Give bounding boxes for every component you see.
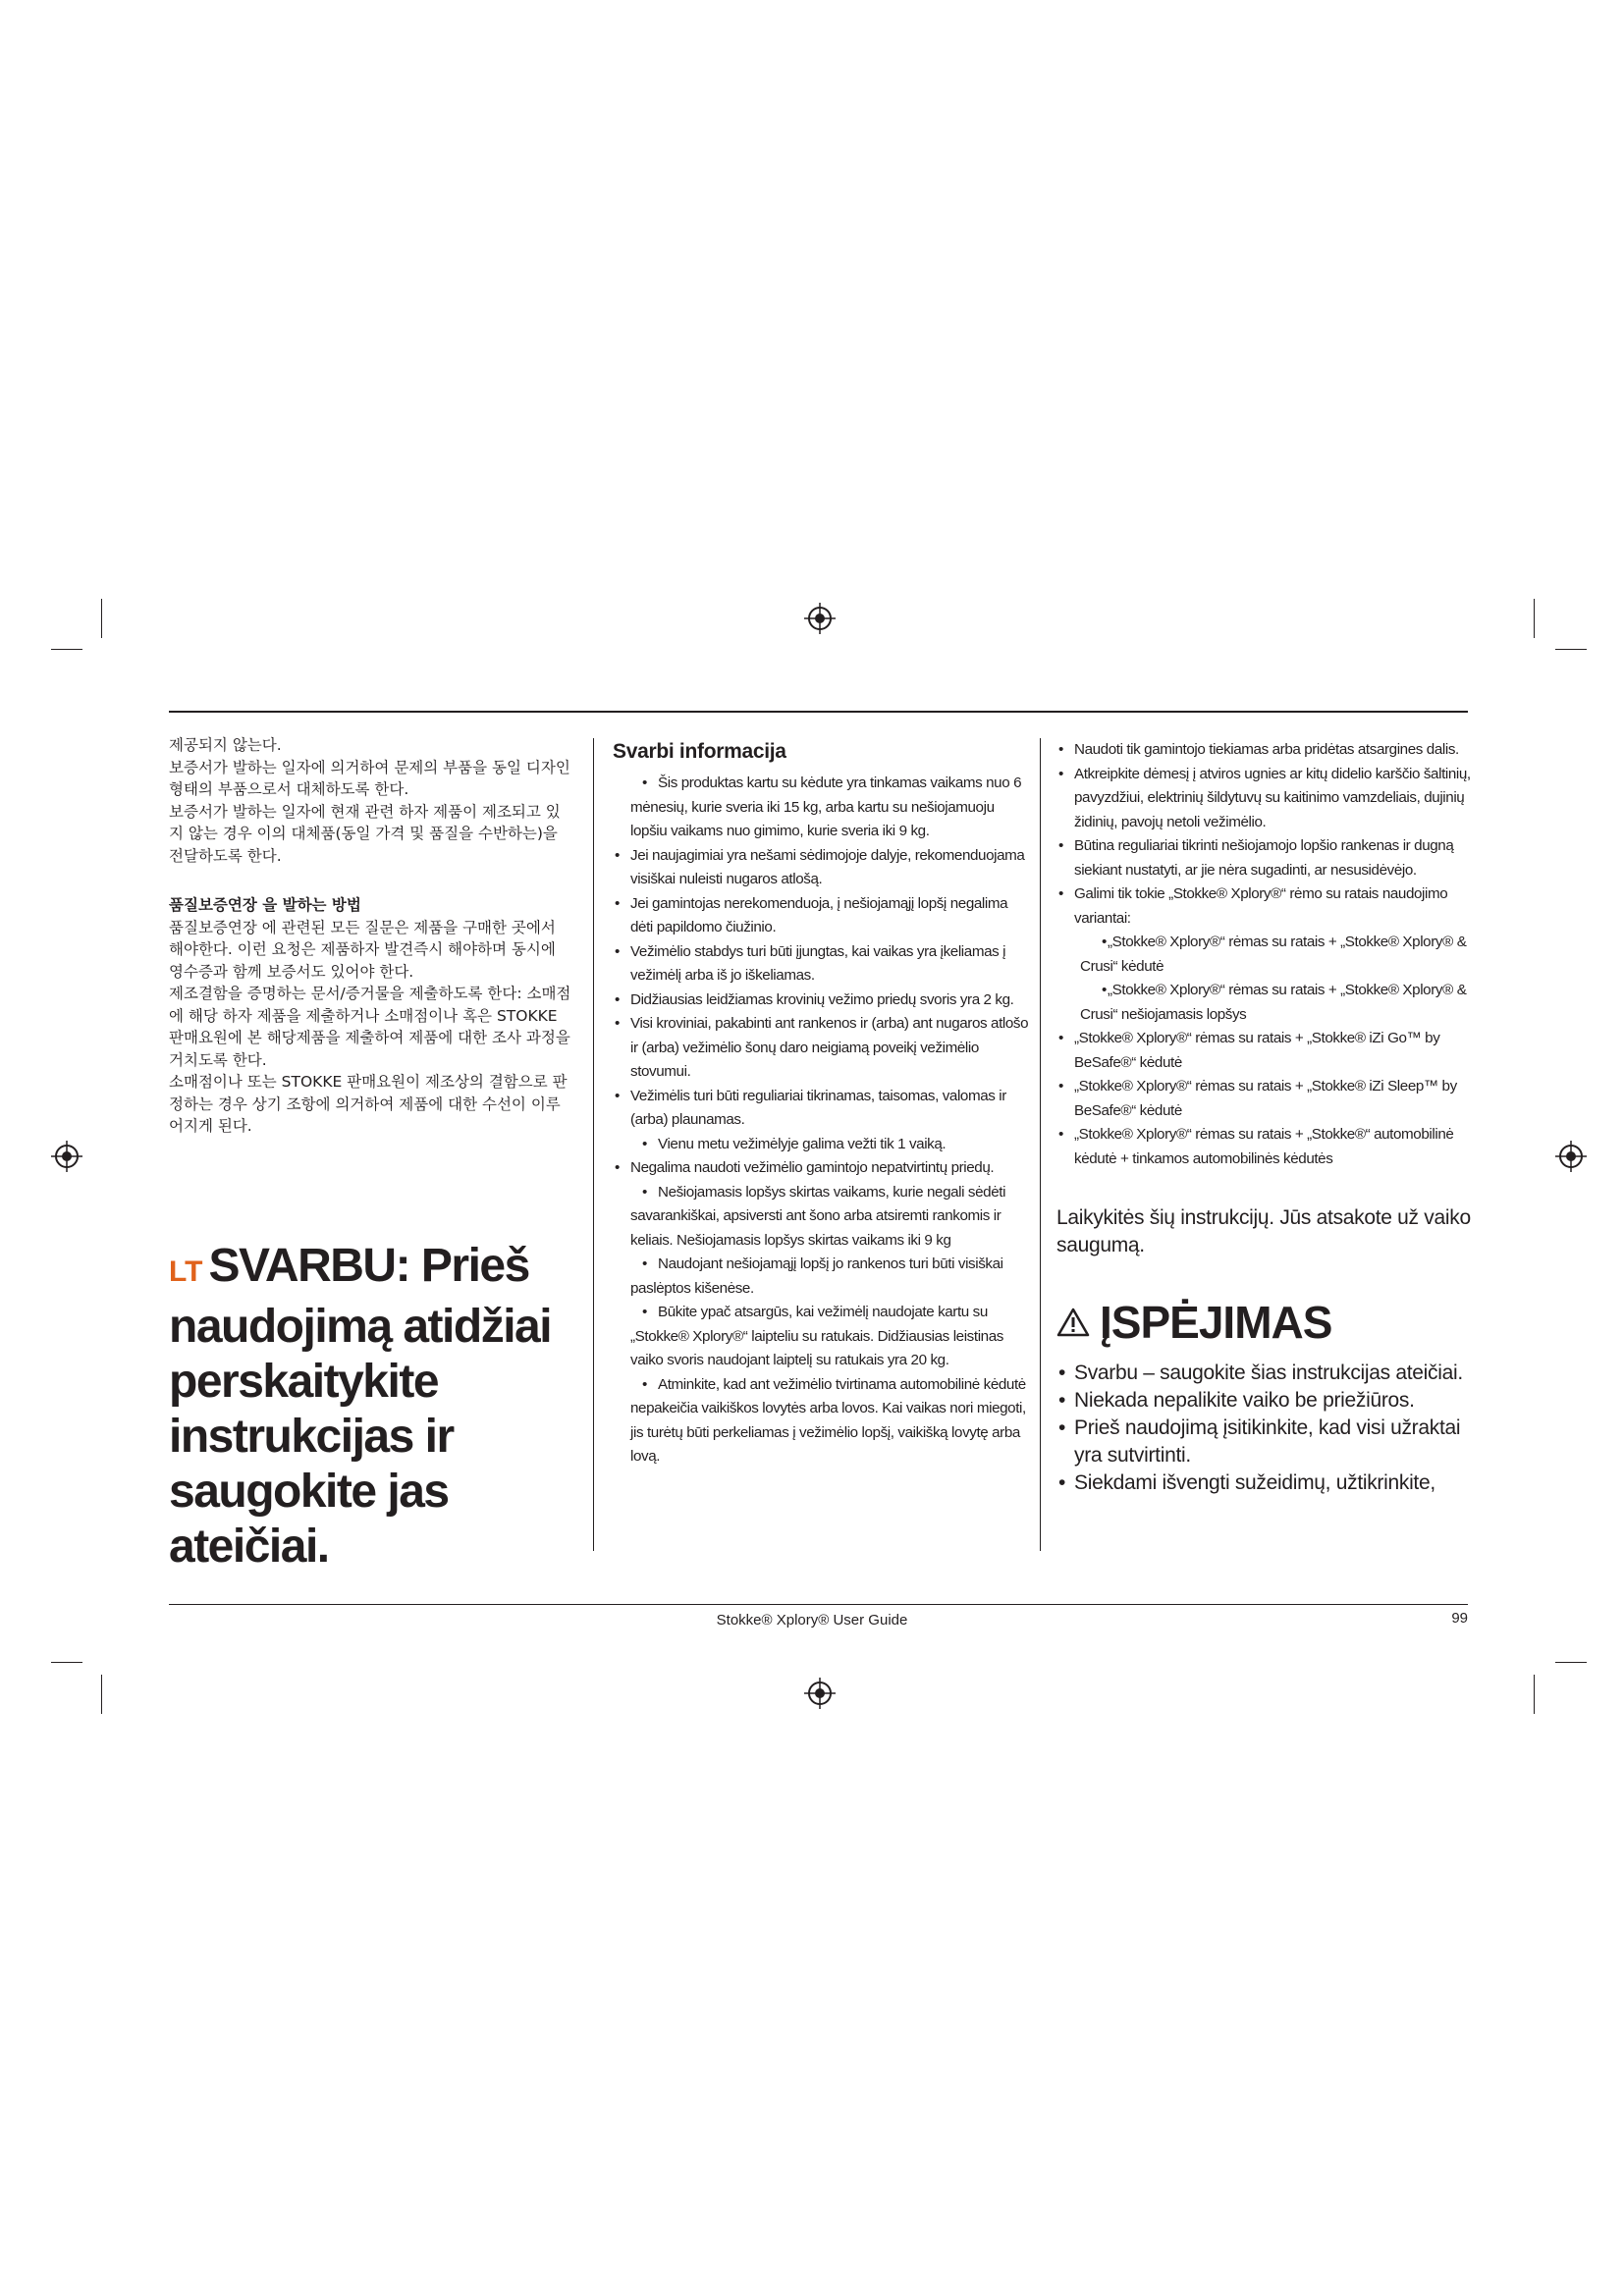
list-item: • „Stokke® Xplory®“ rėmas su ratais + „Stokke® iZi Sleep™ by BeSafe®“ kėdutė [1056, 1075, 1473, 1123]
crop-mark [101, 1675, 102, 1714]
crop-mark [51, 649, 82, 650]
crop-mark [1534, 1675, 1535, 1714]
list-item: • Galimi tik tokie „Stokke® Xplory®“ rėmo su ratais naudojimo variantai: [1056, 882, 1473, 931]
crop-mark [101, 599, 102, 638]
warning-list [1056, 1360, 1473, 1497]
korean-heading: 품질보증연장 을 발하는 방법 [169, 896, 361, 914]
list-item: • Atkreipkite dėmesį į atviros ugnies ar kitų didelio karščio šaltinių, pavyzdžiui, elektrinių šildytuvų su kaitinimo vamzdeliais, dujinių židinių, pavojų netoli vežimėlio. [1056, 763, 1473, 835]
language-code: LT [169, 1255, 203, 1288]
warning-item: • Niekada nepalikite vaiko be priežiūros. [1056, 1387, 1473, 1415]
list-item: • Būkite ypač atsargūs, kai vežimėlį naudojate kartu su „Stokke® Xplory®“ laipteliu su ratukais. Didžiausias leistinas vaiko svoris naudojant laiptelį su ratukais yra 20 kg. [613, 1301, 1031, 1373]
list-item: • „Stokke® Xplory®“ rėmas su ratais + „Stokke® Xplory® & Crusi“ kėdutė [1056, 931, 1473, 979]
bottom-rule [169, 1604, 1468, 1605]
list-item: • Vežimėlio stabdys turi būti įjungtas, kai vaikas yra įkeliamas į vežimėlį arba iš jo iškeliamas. [613, 940, 1031, 988]
warning-triangle-icon [1056, 1308, 1090, 1337]
warning-item: • Prieš naudojimą įsitikinkite, kad visi užraktai yra sutvirtinti. [1056, 1415, 1473, 1469]
top-rule [169, 711, 1468, 713]
korean-paragraph: 품질보증연장 에 관련된 모든 질문은 제품을 구매한 곳에서 해야한다. 이런 요청은 제품하자 발견즉시 해야하며 동시에 영수증과 함께 보증서도 있어야 한다. [169, 918, 556, 981]
list-item: • Nešiojamasis lopšys skirtas vaikams, kurie negali sėdėti savarankiškai, apsiversti ant šono arba atsiremti rankomis ir keliais. Nešiojamasis lopšys skirtas vaikams iki 9 kg [613, 1181, 1031, 1254]
usage-list [1056, 738, 1473, 1171]
lt-important-title [169, 1239, 581, 1575]
korean-paragraph: 보증서가 발하는 일자에 의거하여 문제의 부품을 동일 디자인 형태의 부품으로서 대체하도록 한다. [169, 758, 570, 798]
important-info-column [613, 738, 1031, 1469]
korean-warranty-column [169, 734, 571, 1138]
list-item: • „Stokke® Xplory®“ rėmas su ratais + „Stokke® Xplory® & Crusi“ nešiojamasis lopšys [1056, 979, 1473, 1027]
list-item: • „Stokke® Xplory®“ rėmas su ratais + „Stokke®“ automobilinė kėdutė + tinkamos automobilinės kėdutės [1056, 1123, 1473, 1171]
korean-paragraph: 제공되지 않는다. [169, 736, 282, 754]
list-item: • Jei gamintojas nerekomenduoja, į nešiojamąjį lopšį negalima dėti papildomo čiužinio. [613, 892, 1031, 940]
list-item: • Visi kroviniai, pakabinti ant rankenos ir (arba) ant nugaros atlošo ir (arba) vežimėlio šonų daro neigiamą poveikį vežimėlio stovumui. [613, 1012, 1031, 1085]
korean-paragraph: 소매점이나 또는 STOKKE 판매요원이 제조상의 결함으로 판정하는 경우 상기 조항에 의거하여 제품에 대한 수선이 이루어지게 된다. [169, 1073, 568, 1135]
list-item: • Vežimėlis turi būti reguliariai tikrinamas, taisomas, valomas ir (arba) plaunamas. [613, 1085, 1031, 1133]
page-number: 99 [1451, 1610, 1468, 1627]
list-item: • Jei naujagimiai yra nešami sėdimojoje dalyje, rekomenduojama visiškai nuleisti nugaros atlošą. [613, 844, 1031, 892]
heed-instructions: Laikykitės šių instrukcijų. Jūs atsakote už vaiko saugumą. [1056, 1206, 1471, 1256]
footer-guide-title: Stokke® Xplory® User Guide [716, 1612, 908, 1629]
crop-mark [1534, 599, 1535, 638]
list-item: • Didžiausias leidžiamas krovinių vežimo priedų svoris yra 2 kg. [613, 988, 1031, 1013]
list-item: • Negalima naudoti vežimėlio gamintojo nepatvirtintų priedų. [613, 1156, 1031, 1181]
crop-mark [1555, 1662, 1587, 1663]
important-list [613, 772, 1031, 1469]
lt-title-text: SVARBU: Prieš naudojimą atidžiai perskaitykite instrukcijas ir saugokite jas ateičiai. [169, 1240, 552, 1573]
list-item: • Atminkite, kad ant vežimėlio tvirtinama automobilinė kėdutė nepakeičia vaikiškos lovytės arba lovos. Kai vaikas nori miegoti, jis turėtų būti perkeliamas į vežimėlio lopšį, vaikišką lovytę arba lovą. [613, 1373, 1031, 1469]
list-item: • Šis produktas kartu su kėdute yra tinkamas vaikams nuo 6 mėnesių, kurie sveria iki 15 kg, arba kartu su nešiojamuoju lopšiu vaikams nuo gimimo, kurie sveria iki 9 kg. [613, 772, 1031, 844]
warning-item: • Svarbu – saugokite šias instrukcijas ateičiai. [1056, 1360, 1473, 1387]
warning-item: • Siekdami išvengti sužeidimų, užtikrinkite, [1056, 1469, 1473, 1497]
warning-title: ĮSPĖJIMAS [1100, 1297, 1332, 1348]
korean-paragraph: 보증서가 발하는 일자에 현재 관련 하자 제품이 제조되고 있지 않는 경우 이의 대체품(동일 가격 및 품질을 수반하는)을 전달하도록 한다. [169, 802, 561, 865]
list-item: • „Stokke® Xplory®“ rėmas su ratais + „Stokke® iZi Go™ by BeSafe®“ kėdutė [1056, 1027, 1473, 1075]
column-divider [1040, 738, 1041, 1551]
list-item: • Vienu metu vežimėlyje galima vežti tik 1 vaiką. [613, 1133, 1031, 1157]
list-item: • Naudoti tik gamintojo tiekiamas arba pridėtas atsargines dalis. [1056, 738, 1473, 763]
registration-mark-icon [802, 1676, 838, 1711]
registration-mark-icon [802, 601, 838, 636]
section-title: Svarbi informacija [613, 740, 786, 763]
warning-heading [1056, 1295, 1473, 1350]
registration-mark-icon [1553, 1139, 1589, 1174]
list-item: • Naudojant nešiojamąjį lopšį jo rankenos turi būti visiškai paslėptos kišenėse. [613, 1253, 1031, 1301]
crop-mark [1555, 649, 1587, 650]
right-column [1056, 738, 1473, 1497]
registration-mark-icon [49, 1139, 84, 1174]
korean-paragraph: 제조결함을 증명하는 문서/증거물을 제출하도록 한다: 소매점에 해당 하자 제품을 제출하거나 소매점이나 혹은 STOKKE 판매요원에 본 해당제품을 제출하여 제품에 대한 조사 과정을 거치도록 한다. [169, 985, 571, 1069]
column-divider [593, 738, 594, 1551]
list-item: • Būtina reguliariai tikrinti nešiojamojo lopšio rankenas ir dugną siekiant nustatyti, ar jie nėra sugadinti, ar nesusidėvėjo. [1056, 834, 1473, 882]
crop-mark [51, 1662, 82, 1663]
